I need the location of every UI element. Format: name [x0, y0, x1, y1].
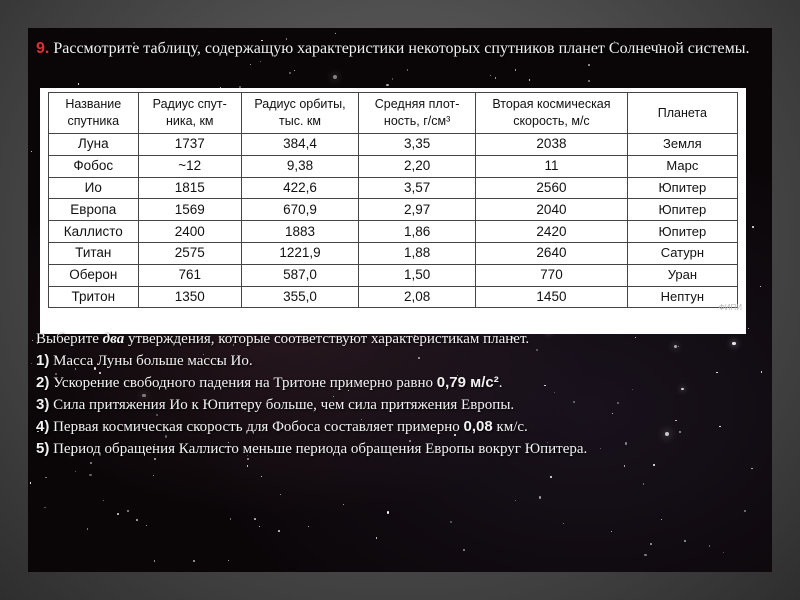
cell-escape-velocity: 2420 — [476, 221, 628, 243]
cell-radius: 2575 — [138, 242, 241, 264]
cell-escape-velocity: 11 — [476, 155, 628, 177]
star-decoration — [103, 500, 104, 501]
cell-radius: 1569 — [138, 199, 241, 221]
statement-text: Период обращения Каллисто меньше периода обращения Европы вокруг Юпитера. — [53, 441, 588, 457]
cell-name: Оберон — [49, 264, 139, 286]
statement-text: Сила притяжения Ио к Юпитеру больше, чем сила притяжения Европы. — [53, 397, 515, 413]
star-decoration — [450, 521, 452, 523]
header-planet: Планета — [627, 93, 737, 134]
cell-radius: 2400 — [138, 221, 241, 243]
star-decoration — [752, 226, 753, 227]
star-decoration — [308, 526, 309, 527]
table-header-row — [49, 93, 738, 134]
question-title — [36, 38, 756, 60]
star-decoration — [254, 518, 256, 520]
cell-planet: Земля — [627, 134, 737, 156]
table-row — [49, 264, 738, 286]
star-decoration — [644, 554, 646, 556]
instruction-before: Выберите — [36, 331, 103, 347]
cell-planet: Нептун — [627, 286, 737, 308]
star-decoration — [31, 151, 33, 153]
star-decoration — [280, 494, 282, 496]
table-row — [49, 177, 738, 199]
header-escape-velocity: Вторая космическая скорость, м/с — [476, 93, 628, 134]
star-decoration — [250, 64, 251, 65]
star-decoration — [624, 465, 625, 466]
star-decoration — [136, 519, 138, 521]
slide — [28, 28, 772, 572]
cell-radius: 1350 — [138, 286, 241, 308]
star-decoration — [89, 474, 91, 476]
cell-planet: Юпитер — [627, 177, 737, 199]
cell-density: 1,88 — [359, 242, 476, 264]
star-decoration — [407, 69, 409, 71]
cell-escape-velocity: 2038 — [476, 134, 628, 156]
statement-number: 3) — [36, 396, 50, 413]
statement-2 — [36, 372, 756, 394]
star-decoration — [588, 80, 590, 82]
star-decoration — [495, 77, 496, 78]
star-decoration — [376, 537, 377, 538]
satellites-table — [48, 92, 738, 308]
star-decoration — [760, 286, 761, 287]
statement-3 — [36, 394, 756, 416]
star-decoration — [463, 549, 465, 551]
cell-escape-velocity: 770 — [476, 264, 628, 286]
instruction-after: утверждения, которые соответствуют характеристикам планет. — [124, 331, 530, 347]
cell-planet: Сатурн — [627, 242, 737, 264]
table-row — [49, 199, 738, 221]
statement-5 — [36, 438, 756, 460]
instruction-text — [36, 328, 756, 350]
table-row — [49, 286, 738, 308]
cell-name: Каллисто — [49, 221, 139, 243]
star-decoration — [387, 511, 389, 513]
cell-name: Титан — [49, 242, 139, 264]
star-decoration — [154, 560, 155, 561]
star-decoration — [259, 526, 260, 527]
star-decoration — [539, 496, 541, 498]
star-decoration — [146, 525, 147, 526]
star-decoration — [392, 78, 394, 80]
instruction-emphasis: два — [102, 331, 125, 347]
star-decoration — [193, 560, 195, 562]
star-decoration — [529, 79, 531, 81]
cell-density: 1,86 — [359, 221, 476, 243]
cell-escape-velocity: 2640 — [476, 242, 628, 264]
question-text: Рассмотрите таблицу, содержащую характеристики некоторых спутников планет Солнечной системы. — [53, 40, 750, 57]
table-row — [49, 221, 738, 243]
star-decoration — [611, 531, 612, 532]
statement-text: Первая космическая скорость для Фобоса составляет примерно — [53, 419, 464, 435]
star-decoration — [261, 476, 262, 477]
cell-planet: Марс — [627, 155, 737, 177]
cell-density: 3,35 — [359, 134, 476, 156]
star-decoration — [751, 468, 752, 469]
header-name: Название спутника — [49, 93, 139, 134]
cell-orbit: 587,0 — [241, 264, 358, 286]
satellites-table-panel — [40, 88, 746, 334]
star-decoration — [684, 540, 686, 542]
star-decoration — [153, 475, 154, 476]
star-decoration — [744, 510, 746, 512]
cell-planet: Юпитер — [627, 221, 737, 243]
statement-text: Ускорение свободного падения на Тритоне примерно равно — [53, 375, 437, 391]
cell-density: 1,50 — [359, 264, 476, 286]
statement-value: 0,79 м/с² — [436, 374, 499, 391]
cell-name: Тритон — [49, 286, 139, 308]
statement-number: 1) — [36, 352, 50, 369]
cell-orbit: 9,38 — [241, 155, 358, 177]
star-decoration — [87, 528, 88, 529]
cell-name: Фобос — [49, 155, 139, 177]
star-decoration — [563, 523, 565, 525]
statement-tail: . — [498, 375, 503, 391]
star-decoration — [228, 560, 229, 561]
statement-4 — [36, 416, 756, 438]
star-decoration — [709, 545, 711, 547]
star-decoration — [289, 72, 291, 74]
star-decoration — [643, 483, 645, 485]
cell-radius: ~12 — [138, 155, 241, 177]
star-decoration — [653, 464, 654, 465]
statement-text: Масса Луны больше массы Ио. — [53, 353, 253, 369]
table-row — [49, 155, 738, 177]
watermark: ФИПИ — [718, 303, 742, 312]
cell-orbit: 670,9 — [241, 199, 358, 221]
cell-name: Европа — [49, 199, 139, 221]
star-decoration — [32, 340, 33, 341]
star-decoration — [661, 519, 662, 520]
table-row — [49, 134, 738, 156]
cell-radius: 1737 — [138, 134, 241, 156]
statement-1 — [36, 350, 756, 372]
header-density: Средняя плот-ность, г/см³ — [359, 93, 476, 134]
cell-name: Луна — [49, 134, 139, 156]
star-decoration — [335, 33, 337, 35]
statement-number: 4) — [36, 418, 50, 435]
star-decoration — [31, 363, 33, 365]
star-decoration — [260, 61, 261, 62]
star-decoration — [44, 507, 46, 509]
header-orbit: Радиус орбиты, тыс. км — [241, 93, 358, 134]
star-decoration — [550, 476, 552, 478]
star-decoration — [294, 70, 295, 71]
star-decoration — [90, 462, 92, 464]
star-decoration — [230, 518, 232, 520]
cell-orbit: 1883 — [241, 221, 358, 243]
cell-density: 2,20 — [359, 155, 476, 177]
table-row — [49, 242, 738, 264]
cell-orbit: 422,6 — [241, 177, 358, 199]
cell-planet: Юпитер — [627, 199, 737, 221]
star-decoration — [278, 530, 280, 532]
statement-number: 2) — [36, 374, 50, 391]
cell-orbit: 355,0 — [241, 286, 358, 308]
statement-tail: км/с. — [492, 419, 528, 435]
star-decoration — [127, 510, 129, 512]
cell-density: 2,08 — [359, 286, 476, 308]
statement-value: 0,08 — [463, 418, 493, 435]
cell-escape-velocity: 2040 — [476, 199, 628, 221]
star-decoration — [78, 83, 80, 85]
star-decoration — [386, 84, 388, 86]
star-decoration — [75, 471, 76, 472]
header-radius: Радиус спут-ника, км — [138, 93, 241, 134]
star-decoration — [515, 500, 516, 501]
star-decoration — [588, 64, 590, 66]
star-decoration — [117, 513, 119, 515]
star-decoration — [515, 69, 517, 71]
cell-density: 3,57 — [359, 177, 476, 199]
star-decoration — [30, 482, 31, 483]
star-decoration — [650, 543, 652, 545]
cell-radius: 761 — [138, 264, 241, 286]
star-decoration — [45, 477, 47, 479]
cell-escape-velocity: 2560 — [476, 177, 628, 199]
question-number: 9. — [36, 40, 50, 57]
star-decoration — [333, 75, 337, 79]
star-decoration — [490, 75, 491, 76]
cell-name: Ио — [49, 177, 139, 199]
cell-escape-velocity: 1450 — [476, 286, 628, 308]
cell-radius: 1815 — [138, 177, 241, 199]
cell-density: 2,97 — [359, 199, 476, 221]
star-decoration — [343, 504, 344, 505]
statement-number: 5) — [36, 440, 50, 457]
cell-orbit: 1221,9 — [241, 242, 358, 264]
star-decoration — [723, 552, 724, 553]
cell-planet: Уран — [627, 264, 737, 286]
star-decoration — [247, 465, 249, 467]
star-decoration — [761, 371, 763, 373]
cell-orbit: 384,4 — [241, 134, 358, 156]
